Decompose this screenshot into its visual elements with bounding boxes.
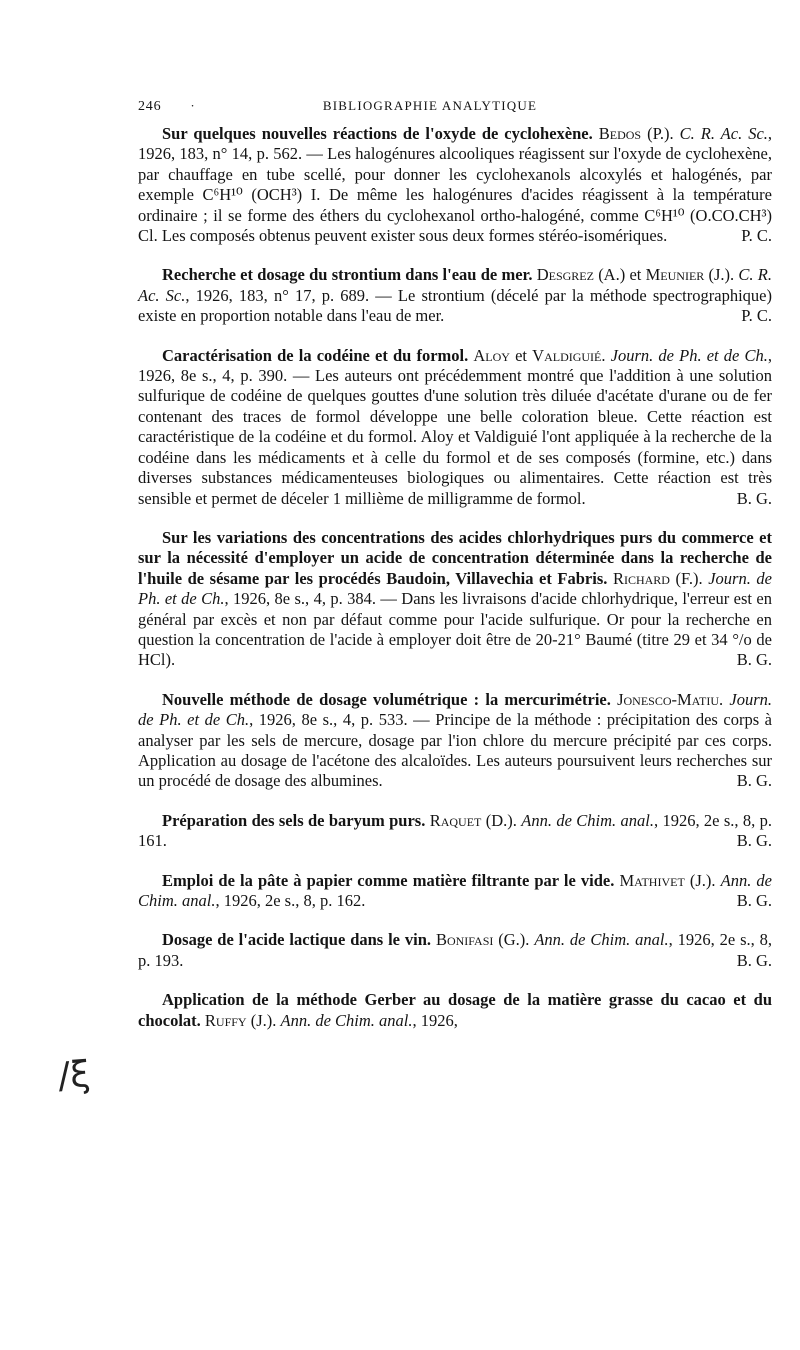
handwritten-margin-note: /ξ [56,1053,92,1098]
entry-title: Emploi de la pâte à papier comme matière filtrante par le vide. [162,870,615,890]
entry-journal: C. R. Ac. Sc. [138,265,772,305]
entry-abstract: , 1926, 8e s., 4, p. 384. — Dans les livraisons d'acide chlorhydrique, l'erreur est en général par excès et non par défaut comme pour l'acide sulfurique. Or pour la recherche en question la concentration de l'acide à employer doit être de 20-21° Baumé (titre 29 et 34 °/o de HCl). [138,589,772,670]
entry-title: Nouvelle méthode de dosage volumétrique : la mercurimétrie. [162,689,611,709]
entry-signature: B. G. [736,771,772,791]
entry-author-initials: (D.). [481,810,522,830]
entry-journal: Ann. de Chim. anal. [534,930,669,950]
entry-journal: C. R. Ac. Sc. [679,124,768,143]
entry-title: Préparation des sels de baryum purs. [162,810,426,830]
entry-abstract: , 1926, 8e s., 4, p. 533. — Principe de la méthode : précipitation des corps à analyser par les sels de mercure, dosage par l'ion chlore du mercure précipité par ces corps. Application au dosage de l'acétone des alcaloïdes. Les auteurs poursuivent leurs recherches sur un procédé de dosage des albumines. [138,710,772,791]
entry-signature: B. G. [736,488,772,508]
entry-signature: B. G. [736,950,772,970]
entry-title: Recherche et dosage du strontium dans l'eau de mer. [162,265,533,285]
entry-journal: Journ. de Ph. et de Ch. [138,568,772,609]
entry-title: Sur les variations des concentrations des acides chlorhydriques purs du commerce et sur la nécessité d'employer un acide de concentration déterminée dans la recherche de l'huile de sésame par les procédés Baudoin, Villavechia et Fabris. [138,527,772,588]
entry-journal: Ann. de Chim. anal. [138,870,773,910]
entry-signature: P. C. [741,306,772,326]
entry-cyclohexene [138,124,772,246]
page-number: 246 [138,99,162,114]
entry-reference: , 1926, 2e s., 8, p. 162. [215,891,366,910]
entry-signature: P. C. [741,226,772,246]
entry-author-2: Valdiguié [532,345,602,365]
entry-author-initials: (J.). [684,870,721,890]
entry-chlorhydric-acids [138,528,772,671]
entry-title: Sur quelques nouvelles réactions de l'oxyde de cyclohexène. [162,124,593,143]
entry-reference: , 1926, 2e s., 8, p. 193. [138,930,773,970]
entry-journal: Ann. de Chim. anal. [521,810,654,830]
entry-author-sep: . [719,689,730,709]
page [138,96,772,1050]
entry-codeine [138,346,772,509]
entry-pate-papier [138,871,772,912]
running-header [138,96,772,120]
entry-author: Ruffy [204,1010,247,1030]
entry-author-2-sep: . [601,345,611,365]
entry-mercurimetrie [138,690,772,792]
entry-author-sep: et [509,345,533,365]
entry-abstract: , 1926, 8e s., 4, p. 390. — Les auteurs ont précédemment montré que l'addition à une solution sulfurique de codéine de quelques gouttes d'une solution très diluée d'acétate d'urane ou de fer contenant des traces de formol développe une belle coloration bleue. Cette réaction est caractéristique de la codéine et du formol. Aloy et Valdiguié l'ont appliquée à la recherche de la codéine dans les médicaments et à celle du formol et de ses composés (formine, etc.) dans diverses substances médicamenteuses biologiques ou alimentaires. Cette réaction est très sensible et permet de déceler 1 millième de milligramme de formol. [138,345,772,508]
entry-strontium [138,265,772,326]
entry-abstract: , 1926, 183, n° 17, p. 689. — Le strontium (décelé par la méthode spectrographique) existe en proportion notable dans l'eau de mer. [138,285,772,326]
entry-baryum [138,811,772,852]
entry-author-initials: (P.). [641,124,680,143]
header-dot: · [190,98,196,113]
entry-author: Raquet [429,810,482,830]
entry-reference: , 1926, 2e s., 8, p. 161. [138,810,772,851]
entry-gerber [138,990,772,1031]
entry-journal: Journ. de Ph. et de Ch. [138,689,772,730]
entry-author-initials: (J.). [246,1010,281,1030]
entry-journal: Journ. de Ph. et de Ch. [610,345,768,365]
entry-title: Dosage de l'acide lactique dans le vin. [162,930,432,950]
entry-author-initials: (G.). [493,930,535,950]
entry-title: Caractérisation de la codéine et du formol. [162,345,469,365]
entry-author: Richard [612,568,670,588]
entry-author-initials: (A.) et [593,265,646,285]
entry-author-2-initials: (J.). [704,265,739,285]
entry-author: Jonesco-Matiu [617,689,720,709]
header-title: BIBLIOGRAPHIE ANALYTIQUE [322,98,538,113]
entry-signature: B. G. [736,891,772,910]
entry-author: Bonifasi [435,930,494,950]
entry-author: Bedos [598,124,642,143]
entry-journal: Ann. de Chim. anal. [280,1010,413,1030]
entry-author: Desgrez [536,265,594,285]
entry-signature: B. G. [736,831,772,851]
entry-acide-lactique [138,930,772,971]
entry-author-initials: (F.). [669,568,709,588]
entry-signature: B. G. [736,650,772,670]
entry-reference: , 1926, [412,1010,458,1030]
entry-author: Aloy [473,345,510,365]
entry-abstract: , 1926, 183, n° 14, p. 562. — Les halogénures alcooliques réagissent sur l'oxyde de cyclohexène, par chauffage en tube scellé, pour donner les cyclohexanols alcoxylés et halogénés, par exemple C⁶H¹⁰ (OCH³) I. De même les halogénures d'acides réagissent à la température ordinaire ; il se forme des éthers du cyclohexanol ortho-halogéné, comme C⁶H¹⁰ (O.CO.CH³) Cl. Les composés obtenus peuvent exister sous deux formes stéréo-isomériques. [138,124,773,246]
entry-author-2: Meunier [645,265,705,285]
entry-title: Application de la méthode Gerber au dosage de la matière grasse du cacao et du chocolat. [138,990,772,1030]
entry-author: Mathivet [619,870,685,890]
